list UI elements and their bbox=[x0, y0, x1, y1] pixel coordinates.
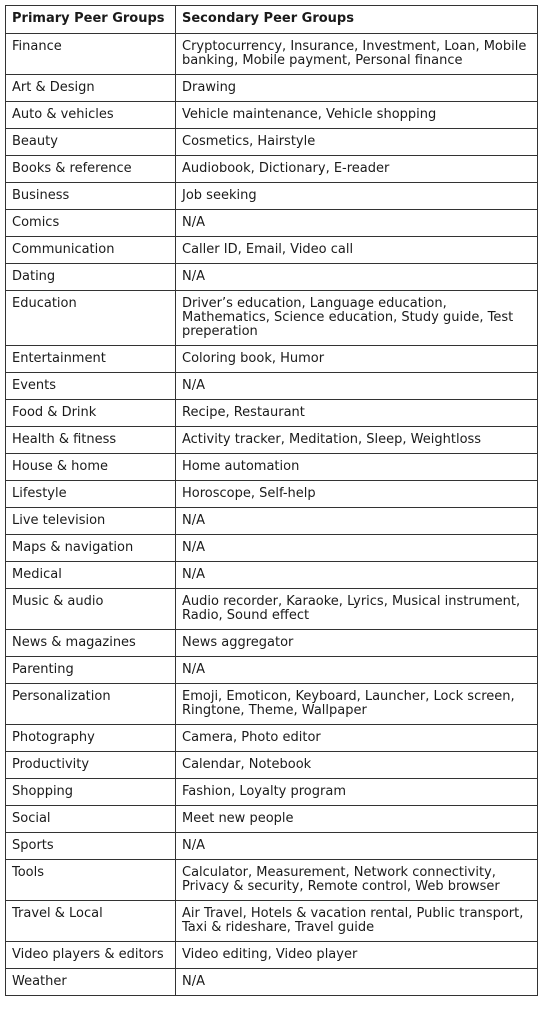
table-row bbox=[6, 34, 538, 75]
peer-groups-table bbox=[5, 5, 538, 996]
primary-cell: Communication bbox=[6, 237, 176, 264]
table-row bbox=[6, 630, 538, 657]
primary-cell: Comics bbox=[6, 210, 176, 237]
secondary-cell: Home automation bbox=[176, 454, 538, 481]
secondary-cell: Air Travel, Hotels & vacation rental, Public transport, Taxi & rideshare, Travel guide bbox=[176, 901, 538, 942]
primary-cell: Live television bbox=[6, 508, 176, 535]
table-row bbox=[6, 75, 538, 102]
primary-cell: Productivity bbox=[6, 752, 176, 779]
primary-cell: Tools bbox=[6, 860, 176, 901]
primary-cell: Lifestyle bbox=[6, 481, 176, 508]
table-row bbox=[6, 684, 538, 725]
table-row bbox=[6, 969, 538, 996]
primary-cell: Business bbox=[6, 183, 176, 210]
secondary-cell: N/A bbox=[176, 535, 538, 562]
table-row bbox=[6, 562, 538, 589]
table-row bbox=[6, 779, 538, 806]
table-row bbox=[6, 454, 538, 481]
table-row bbox=[6, 237, 538, 264]
table-row bbox=[6, 129, 538, 156]
secondary-cell: Video editing, Video player bbox=[176, 942, 538, 969]
primary-cell: Finance bbox=[6, 34, 176, 75]
table-row bbox=[6, 210, 538, 237]
primary-cell: Maps & navigation bbox=[6, 535, 176, 562]
primary-cell: Books & reference bbox=[6, 156, 176, 183]
table-row bbox=[6, 833, 538, 860]
table-row bbox=[6, 657, 538, 684]
secondary-cell: Drawing bbox=[176, 75, 538, 102]
primary-cell: Travel & Local bbox=[6, 901, 176, 942]
primary-cell: Photography bbox=[6, 725, 176, 752]
table-row bbox=[6, 102, 538, 129]
secondary-cell: Coloring book, Humor bbox=[176, 346, 538, 373]
secondary-cell: N/A bbox=[176, 508, 538, 535]
secondary-cell: Driver’s education, Language education, Mathematics, Science education, Study guide, Test preperation bbox=[176, 291, 538, 346]
table-row bbox=[6, 373, 538, 400]
primary-cell: Auto & vehicles bbox=[6, 102, 176, 129]
secondary-cell: N/A bbox=[176, 373, 538, 400]
primary-cell: Sports bbox=[6, 833, 176, 860]
table-row bbox=[6, 400, 538, 427]
primary-cell: Food & Drink bbox=[6, 400, 176, 427]
primary-cell: Music & audio bbox=[6, 589, 176, 630]
header-secondary-peer-groups: Secondary Peer Groups bbox=[176, 6, 538, 34]
primary-cell: Parenting bbox=[6, 657, 176, 684]
table-row bbox=[6, 725, 538, 752]
table-row bbox=[6, 427, 538, 454]
table-row bbox=[6, 508, 538, 535]
table-row bbox=[6, 183, 538, 210]
secondary-cell: Calculator, Measurement, Network connectivity, Privacy & security, Remote control, Web browser bbox=[176, 860, 538, 901]
secondary-cell: Camera, Photo editor bbox=[176, 725, 538, 752]
secondary-cell: Horoscope, Self-help bbox=[176, 481, 538, 508]
primary-cell: Personalization bbox=[6, 684, 176, 725]
secondary-cell: Activity tracker, Meditation, Sleep, Weightloss bbox=[176, 427, 538, 454]
header-primary-peer-groups: Primary Peer Groups bbox=[6, 6, 176, 34]
secondary-cell: Cosmetics, Hairstyle bbox=[176, 129, 538, 156]
secondary-cell: Recipe, Restaurant bbox=[176, 400, 538, 427]
primary-cell: Social bbox=[6, 806, 176, 833]
primary-cell: Shopping bbox=[6, 779, 176, 806]
secondary-cell: Audiobook, Dictionary, E-reader bbox=[176, 156, 538, 183]
table-row bbox=[6, 291, 538, 346]
secondary-cell: Audio recorder, Karaoke, Lyrics, Musical instrument, Radio, Sound effect bbox=[176, 589, 538, 630]
primary-cell: Education bbox=[6, 291, 176, 346]
table-row bbox=[6, 346, 538, 373]
table-row bbox=[6, 156, 538, 183]
secondary-cell: N/A bbox=[176, 657, 538, 684]
primary-cell: News & magazines bbox=[6, 630, 176, 657]
secondary-cell: Cryptocurrency, Insurance, Investment, Loan, Mobile banking, Mobile payment, Personal finance bbox=[176, 34, 538, 75]
table-row bbox=[6, 752, 538, 779]
secondary-cell: N/A bbox=[176, 833, 538, 860]
secondary-cell: News aggregator bbox=[176, 630, 538, 657]
table-header-row bbox=[6, 6, 538, 34]
primary-cell: Events bbox=[6, 373, 176, 400]
secondary-cell: N/A bbox=[176, 264, 538, 291]
primary-cell: Medical bbox=[6, 562, 176, 589]
primary-cell: Health & fitness bbox=[6, 427, 176, 454]
secondary-cell: Meet new people bbox=[176, 806, 538, 833]
primary-cell: Entertainment bbox=[6, 346, 176, 373]
primary-cell: Dating bbox=[6, 264, 176, 291]
secondary-cell: Vehicle maintenance, Vehicle shopping bbox=[176, 102, 538, 129]
secondary-cell: N/A bbox=[176, 562, 538, 589]
secondary-cell: Calendar, Notebook bbox=[176, 752, 538, 779]
table-row bbox=[6, 535, 538, 562]
primary-cell: Video players & editors bbox=[6, 942, 176, 969]
peer-groups-table-container bbox=[5, 5, 537, 996]
primary-cell: Beauty bbox=[6, 129, 176, 156]
table-row bbox=[6, 942, 538, 969]
table-row bbox=[6, 860, 538, 901]
primary-cell: Weather bbox=[6, 969, 176, 996]
table-row bbox=[6, 589, 538, 630]
secondary-cell: N/A bbox=[176, 210, 538, 237]
secondary-cell: N/A bbox=[176, 969, 538, 996]
table-row bbox=[6, 481, 538, 508]
secondary-cell: Fashion, Loyalty program bbox=[176, 779, 538, 806]
primary-cell: Art & Design bbox=[6, 75, 176, 102]
secondary-cell: Emoji, Emoticon, Keyboard, Launcher, Lock screen, Ringtone, Theme, Wallpaper bbox=[176, 684, 538, 725]
table-row bbox=[6, 901, 538, 942]
table-row bbox=[6, 806, 538, 833]
primary-cell: House & home bbox=[6, 454, 176, 481]
secondary-cell: Caller ID, Email, Video call bbox=[176, 237, 538, 264]
secondary-cell: Job seeking bbox=[176, 183, 538, 210]
table-row bbox=[6, 264, 538, 291]
